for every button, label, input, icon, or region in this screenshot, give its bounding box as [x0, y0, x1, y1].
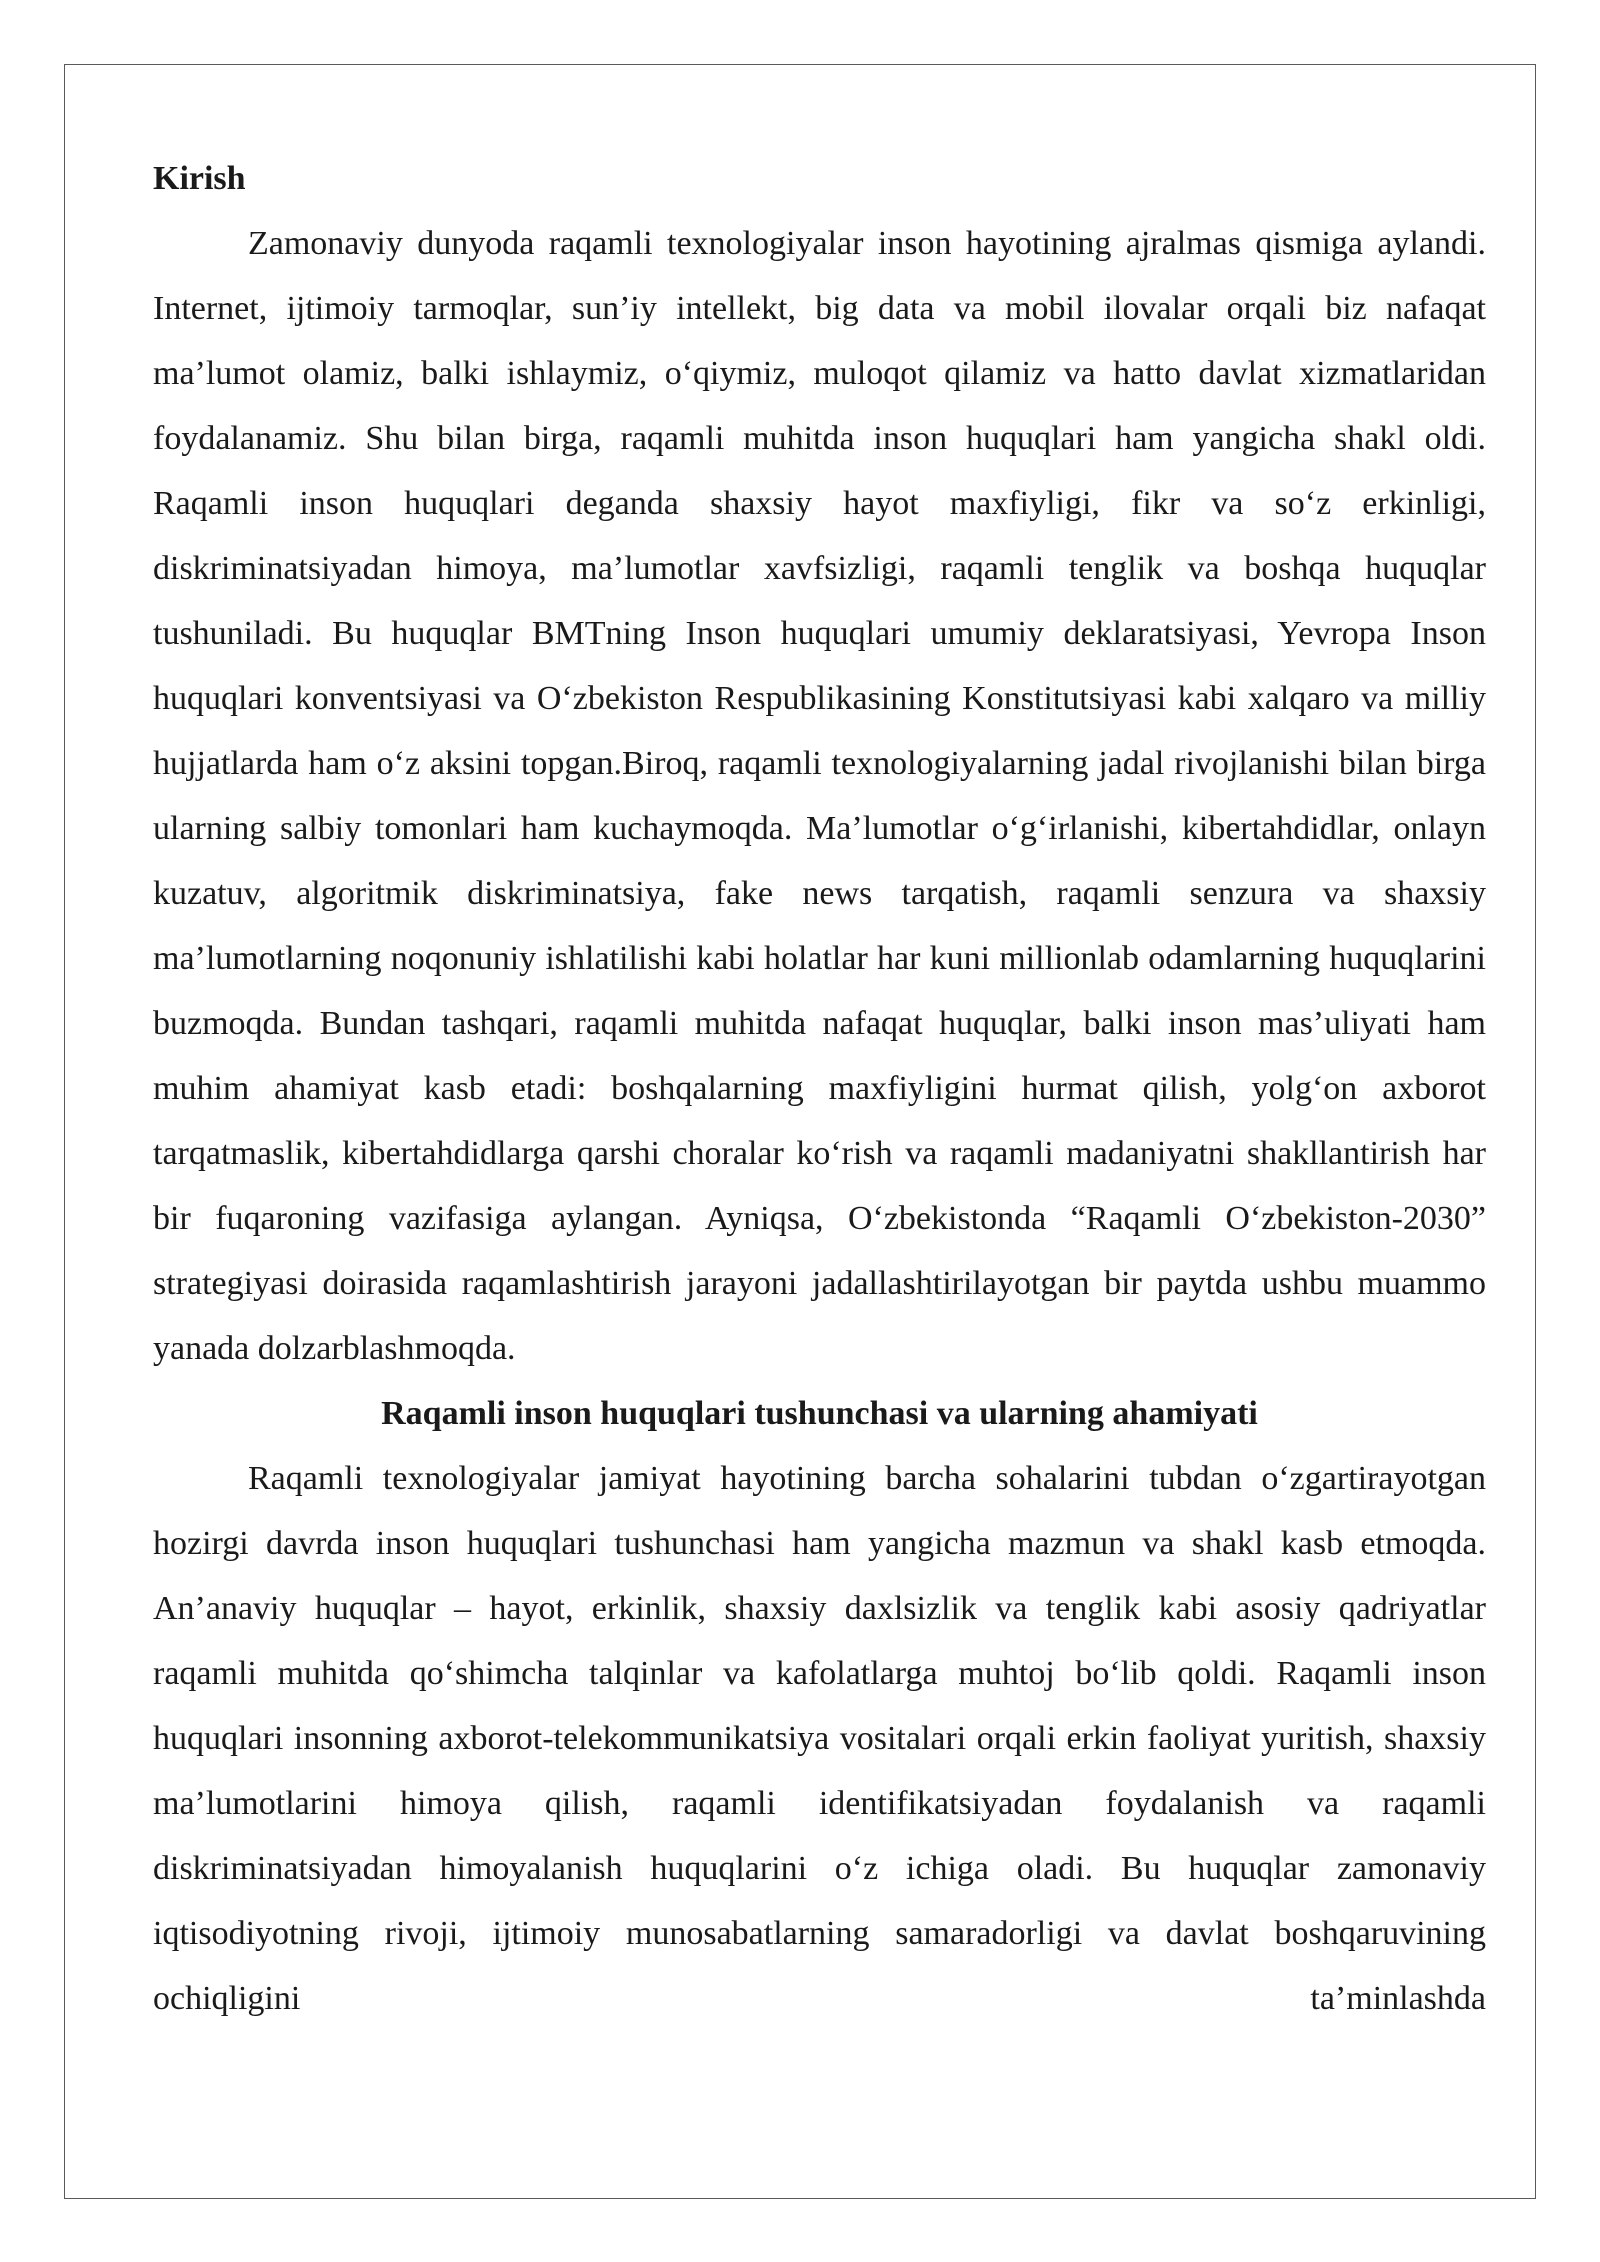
- intro-paragraph: Zamonaviy dunyoda raqamli texnologiyalar inson hayotining ajralmas qismiga aylandi. Internet, ijtimoiy tarmoqlar, sun’iy intellekt, big data va mobil ilovalar orqali biz nafaqat ma’lumot olamiz, balki ishlaymiz, o‘qiymiz, muloqot qilamiz va hatto davlat xizmatlaridan foydalanamiz. Shu bilan birga, raqamli muhitda inson huquqlari ham yangicha shakl oldi. Raqamli inson huquqlari deganda shaxsiy hayot maxfiyligi, fikr va so‘z erkinligi, diskriminatsiyadan himoya, ma’lumotlar xavfsizligi, raqamli tenglik va boshqa huquqlar tushuniladi. Bu huquqlar BMTning Inson huquqlari umumiy deklaratsiyasi, Yevropa Inson huquqlari konventsiyasi va O‘zbekiston Respublikasining Konstitutsiyasi kabi xalqaro va milliy hujjatlarda ham o‘z aksini topgan.Biroq, raqamli texnologiyalarning jadal rivojlanishi bilan birga ularning salbiy tomonlari ham kuchaymoqda. Ma’lumotlar o‘g‘irlanishi, kibertahdidlar, onlayn kuzatuv, algoritmik diskriminatsiya, fake news tarqatish, raqamli senzura va shaxsiy ma’lumotlarning noqonuniy ishlatilishi kabi holatlar har kuni millionlab odamlarning huquqlarini buzmoqda. Bundan tashqari, raqamli muhitda nafaqat huquqlar, balki inson mas’uliyati ham muhim ahamiyat kasb etadi: boshqalarning maxfiyligini hurmat qilish, yolg‘on axborot tarqatmaslik, kibertahdidlarga qarshi choralar ko‘rish va raqamli madaniyatni shakllantirish har bir fuqaroning vazifasiga aylangan. Ayniqsa, O‘zbekistonda “Raqamli O‘zbekiston-2030” strategiyasi doirasida raqamlashtirish jarayoni jadallashtirilayotgan bir paytda ushbu muammo yanada dolzarblashmoqda.: [153, 225, 1486, 1367]
- intro-heading: Kirish: [153, 160, 246, 197]
- section-paragraph: Raqamli texnologiyalar jamiyat hayotining barcha sohalarini tubdan o‘zgartirayotgan hozirgi davrda inson huquqlari tushunchasi ham yangicha mazmun va shakl kasb etmoqda. An’anaviy huquqlar – hayot, erkinlik, shaxsiy daxlsizlik va tenglik kabi asosiy qadriyatlar raqamli muhitda qo‘shimcha talqinlar va kafolatlarga muhtoj bo‘lib qoldi. Raqamli inson huquqlari insonning axborot-telekommunikatsiya vositalari orqali erkin faoliyat yuritish, shaxsiy ma’lumotlarini himoya qilish, raqamli identifikatsiyadan foydalanish va raqamli diskriminatsiyadan himoyalanish huquqlarini o‘z ichiga oladi. Bu huquqlar zamonaviy iqtisodiyotning rivoji, ijtimoiy munosabatlarning samaradorligi va davlat boshqaruvining ochiqligini ta’minlashda: [153, 1460, 1486, 2017]
- document-body: [153, 146, 1486, 2031]
- section-heading: Raqamli inson huquqlari tushunchasi va ularning ahamiyati: [381, 1395, 1258, 1432]
